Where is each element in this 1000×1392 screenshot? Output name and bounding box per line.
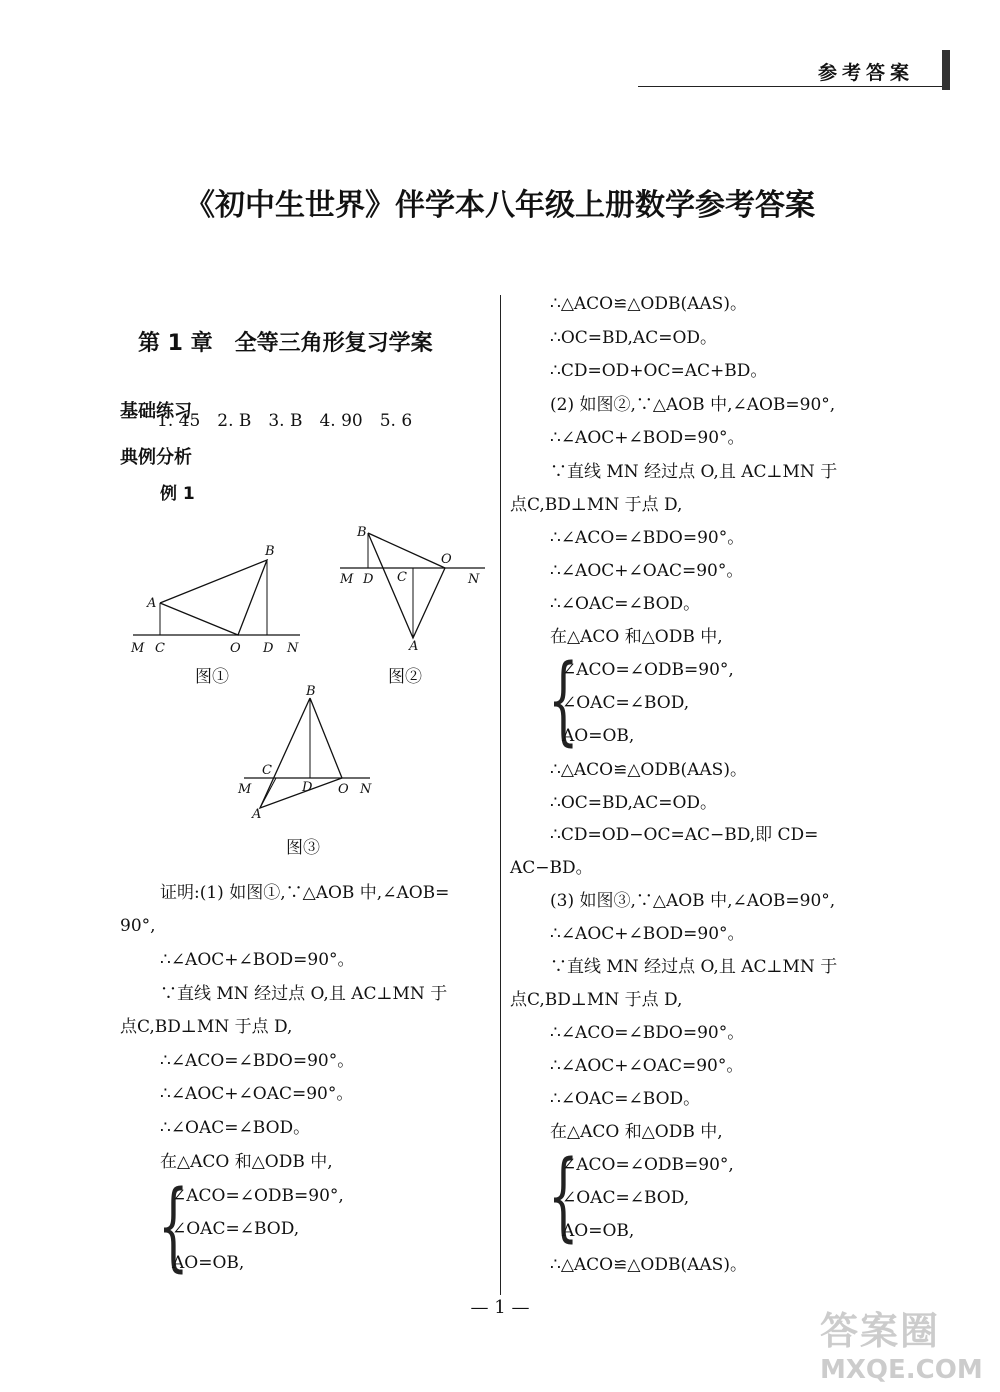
fig2-label: B (357, 525, 367, 540)
figure-3-caption: 图③ (286, 838, 320, 858)
left-brace: { (158, 1170, 189, 1282)
right-brace-2: { (548, 1140, 579, 1252)
proof-line: ∴∠OAC=∠BOD。 (160, 1118, 311, 1138)
proof-line: AO=OB, (562, 726, 635, 746)
proof-line: ∠OAC=∠BOD, (562, 693, 690, 713)
proof-line: AC−BD。 (510, 858, 593, 878)
proof-line: (3) 如图③,∵△AOB 中,∠AOB=90°, (550, 891, 836, 911)
fig1-label: N (287, 641, 299, 656)
example-analysis-heading: 典例分析 (120, 447, 192, 468)
fig3-label: B (306, 684, 316, 699)
fig2-label: C (397, 570, 407, 585)
proof-line: 在△ACO 和△ODB 中, (550, 1122, 723, 1142)
proof-line: ∴∠ACO=∠BDO=90°。 (550, 1023, 745, 1043)
fig3-label: N (360, 782, 372, 797)
proof-line: ∴CD=OD−OC=AC−BD,即 CD= (550, 825, 819, 845)
proof-line: ∠OAC=∠BOD, (562, 1188, 690, 1208)
figure-2 (335, 518, 490, 653)
proof-line: ∴∠AOC+∠BOD=90°。 (550, 428, 745, 448)
fig3-label: C (262, 763, 272, 778)
page-number: — 1 — (470, 1297, 530, 1318)
fig1-label: O (230, 641, 241, 656)
figure-1-caption: 图① (195, 667, 229, 687)
proof-line: ∴CD=OD+OC=AC+BD。 (550, 361, 768, 381)
proof-line: 点C,BD⊥MN 于点 D, (510, 495, 683, 515)
watermark-line-2: MXQE.COM (820, 1355, 983, 1385)
fig3-label: M (238, 782, 252, 797)
proof-line: 在△ACO 和△ODB 中, (160, 1152, 333, 1172)
proof-line: ∴△ACO≌△ODB(AAS)。 (550, 294, 747, 314)
proof-line: 点C,BD⊥MN 于点 D, (120, 1017, 293, 1037)
proof-line: AO=OB, (172, 1253, 245, 1273)
proof-line: ∵直线 MN 经过点 O,且 AC⊥MN 于 (550, 462, 838, 482)
header-rule (638, 86, 943, 87)
basic-practice-heading: 基础练习 (120, 401, 192, 422)
proof-line: ∴∠AOC+∠OAC=90°。 (550, 1056, 744, 1076)
right-brace-1: { (548, 644, 579, 756)
fig1-label: B (265, 544, 275, 559)
proof-line: ∴∠AOC+∠BOD=90°。 (160, 950, 355, 970)
proof-line: ∵直线 MN 经过点 O,且 AC⊥MN 于 (160, 984, 448, 1004)
header-bar (942, 50, 950, 90)
fig1-label: C (155, 641, 165, 656)
basic-practice-answers: 1. 45 2. B 3. B 4. 90 5. 6 (157, 411, 413, 431)
page-title: 《初中生世界》伴学本八年级上册数学参考答案 (185, 188, 815, 223)
proof-line: ∵直线 MN 经过点 O,且 AC⊥MN 于 (550, 957, 838, 977)
example-label: 例 1 (160, 484, 195, 504)
proof-line: ∴∠AOC+∠BOD=90°。 (550, 924, 745, 944)
fig1-label: M (131, 641, 145, 656)
proof-line: ∴△ACO≌△ODB(AAS)。 (550, 760, 747, 780)
figure-1 (125, 540, 305, 660)
fig2-label: N (468, 572, 480, 587)
proof-line: 90°, (120, 916, 156, 936)
proof-line: ∴∠OAC=∠BOD。 (550, 594, 701, 614)
header-label: 参考答案 (818, 62, 915, 84)
proof-line: ∴∠ACO=∠BDO=90°。 (160, 1051, 355, 1071)
watermark-line-1: 答案圈 (820, 1309, 941, 1353)
column-divider (500, 295, 501, 1295)
proof-line: ∠OAC=∠BOD, (172, 1219, 300, 1239)
proof-line: ∴∠OAC=∠BOD。 (550, 1089, 701, 1109)
fig2-label: M (340, 572, 354, 587)
fig1-label: A (147, 596, 157, 611)
proof-line: ∴∠AOC+∠OAC=90°。 (550, 561, 744, 581)
proof-line: ∠ACO=∠ODB=90°, (172, 1186, 344, 1206)
proof-line: ∴OC=BD,AC=OD。 (550, 328, 718, 348)
proof-line: ∴∠ACO=∠BDO=90°。 (550, 528, 745, 548)
proof-line: ∠ACO=∠ODB=90°, (562, 660, 734, 680)
proof-line: ∠ACO=∠ODB=90°, (562, 1155, 734, 1175)
proof-line: 点C,BD⊥MN 于点 D, (510, 990, 683, 1010)
watermark (820, 1300, 1000, 1385)
proof-line: ∴OC=BD,AC=OD。 (550, 793, 718, 813)
figure-2-caption: 图② (388, 667, 422, 687)
fig2-label: A (409, 639, 419, 653)
proof-line: 在△ACO 和△ODB 中, (550, 627, 723, 647)
fig1-label: D (263, 641, 274, 656)
fig3-label: A (252, 807, 262, 822)
fig2-label: D (363, 572, 374, 587)
proof-line: 证明:(1) 如图①,∵△AOB 中,∠AOB= (160, 883, 450, 903)
fig3-label: O (338, 782, 349, 797)
proof-line: ∴∠AOC+∠OAC=90°。 (160, 1084, 354, 1104)
proof-line: (2) 如图②,∵△AOB 中,∠AOB=90°, (550, 395, 836, 415)
fig2-label: O (441, 552, 452, 567)
proof-line: AO=OB, (562, 1221, 635, 1241)
fig3-label: D (302, 780, 313, 795)
chapter-heading: 第 1 章 全等三角形复习学案 (138, 331, 433, 356)
figure-3 (230, 683, 380, 823)
proof-line: ∴△ACO≌△ODB(AAS)。 (550, 1255, 747, 1275)
